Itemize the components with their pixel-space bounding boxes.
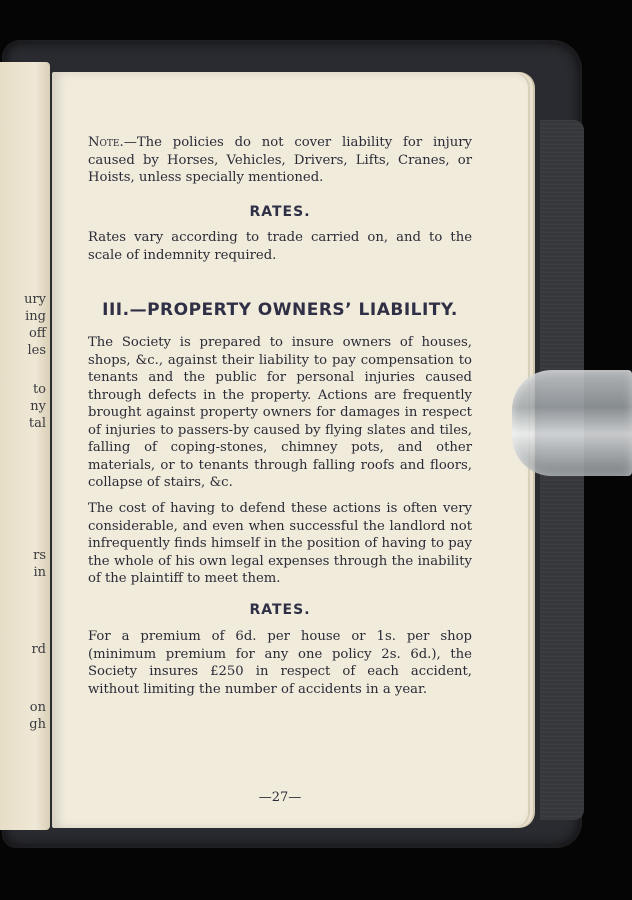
page-number: —27— (258, 790, 302, 805)
rates-heading: RATES. (249, 602, 311, 618)
book-clasp (512, 370, 632, 476)
left-page-fragment: off (28, 326, 46, 341)
left-page (0, 62, 50, 830)
left-page-fragment: tal (28, 416, 46, 431)
left-page-fragment: rs (33, 548, 46, 563)
rates-text: For a premium of 6d. per house or 1s. per shop (minimum premium for any one policy 2s. 6d.), the Society insures £250 in respect of each accident, without limiting the number of accidents in a year. (88, 629, 472, 697)
section-paragraph-2 (88, 500, 472, 588)
section-paragraph-1 (88, 334, 472, 492)
left-page-fragment: gh (29, 717, 46, 732)
rates-text: Rates vary according to trade carried on, and to the scale of indemnity required. (88, 230, 472, 263)
left-page-fragment: rd (31, 642, 46, 657)
note-paragraph (88, 134, 472, 187)
section-heading: III.—PROPERTY OWNERS’ LIABILITY. (102, 300, 458, 320)
left-page-fragment: ing (25, 309, 46, 324)
left-page-fragment: to (32, 382, 46, 397)
rates-paragraph (88, 628, 472, 698)
left-page-fragment: on (29, 700, 46, 715)
note-label: Note. (88, 135, 124, 150)
left-page-fragment: les (27, 343, 46, 358)
rates-heading: RATES. (249, 204, 311, 220)
paragraph-text: The cost of having to defend these actions is often very considerable, and even when successful the landlord not infrequently finds himself in the position of having to pay the whole of his own legal expenses through the inability of the plaintiff to meet them. (88, 501, 472, 586)
left-page-fragment: ury (24, 292, 46, 307)
note-text: —The policies do not cover liability for injury caused by Horses, Vehicles, Drivers, Lifts, Cranes, or Hoists, unless specially mentioned. (88, 135, 472, 185)
left-page-fragment: in (33, 565, 46, 580)
paragraph-text: The Society is prepared to insure owners of houses, shops, &c., against their liability to pay compensation to tenants and the public for personal injuries caused through defects in the property. Actions are frequently brought against property owners for damages in respect of injuries to passers-by caused by flying slates and tiles, falling of coping-stones, chimney pots, and other materials, or to tenants through falling roofs and floors, collapse of stairs, &c. (88, 335, 472, 490)
left-page-fragment: ny (30, 399, 46, 414)
rates-paragraph (88, 229, 472, 264)
